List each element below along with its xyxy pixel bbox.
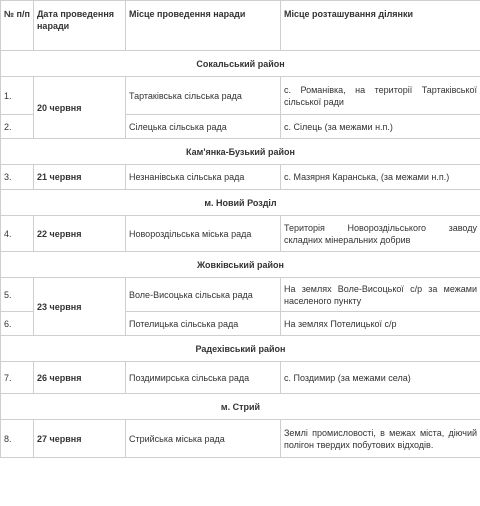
header-site: Місце розташування ділянки — [281, 1, 480, 51]
row-date: 22 червня — [34, 216, 126, 252]
row-num: 6. — [1, 312, 34, 336]
row-site: с. Сілець (за межами н.п.) — [281, 115, 480, 139]
row-site: с. Поздимир (за межами села) — [281, 362, 480, 394]
header-row — [1, 1, 480, 51]
row-num: 1. — [1, 77, 34, 115]
row-num: 4. — [1, 216, 34, 252]
row-site: Територія Новороздільського заводу складних мінеральних добрив — [281, 216, 480, 252]
row-date: 20 червня — [34, 77, 126, 139]
row-num: 8. — [1, 420, 34, 458]
row-date: 27 червня — [34, 420, 126, 458]
row-site: Землі промисловості, в межах міста, діючий полігон твердих побутових відходів. — [281, 420, 480, 458]
row-site: с. Романівка, на території Тартаківської сільської ради — [281, 77, 480, 115]
section-row — [1, 252, 480, 278]
row-place: Тартаківська сільська рада — [126, 77, 281, 115]
row-num: 3. — [1, 165, 34, 190]
section-title: Радехівський район — [1, 336, 480, 362]
table-row — [1, 165, 480, 190]
section-title: Кам'янка-Бузький район — [1, 139, 480, 165]
table-row — [1, 216, 480, 252]
row-site: На землях Потелицької с/р — [281, 312, 480, 336]
section-row — [1, 336, 480, 362]
section-title: м. Стрий — [1, 394, 480, 420]
table-row — [1, 362, 480, 394]
section-title: Сокальський район — [1, 51, 480, 77]
row-place: Новороздільська міська рада — [126, 216, 281, 252]
section-title: м. Новий Розділ — [1, 190, 480, 216]
row-place: Потелицька сільська рада — [126, 312, 281, 336]
header-place: Місце проведення наради — [126, 1, 281, 51]
row-date: 26 червня — [34, 362, 126, 394]
section-row — [1, 394, 480, 420]
row-place: Поздимирська сільська рада — [126, 362, 281, 394]
section-row — [1, 190, 480, 216]
row-num: 5. — [1, 278, 34, 312]
row-num: 2. — [1, 115, 34, 139]
row-date: 21 червня — [34, 165, 126, 190]
table-row — [1, 278, 480, 312]
row-place: Незнанівська сільська рада — [126, 165, 281, 190]
table-row — [1, 420, 480, 458]
header-num: № п/п — [1, 1, 34, 51]
row-site: На землях Воле-Висоцької с/р за межами населеного пункту — [281, 278, 480, 312]
row-num: 7. — [1, 362, 34, 394]
row-place: Стрийська міська рада — [126, 420, 281, 458]
header-date: Дата проведення наради — [34, 1, 126, 51]
table-row — [1, 77, 480, 115]
row-site: с. Мазярня Каранська, (за межами н.п.) — [281, 165, 480, 190]
section-row — [1, 139, 480, 165]
row-date: 23 червня — [34, 278, 126, 336]
row-place: Воле-Висоцька сільська рада — [126, 278, 281, 312]
section-row — [1, 51, 480, 77]
section-title: Жовківський район — [1, 252, 480, 278]
row-place: Сілецька сільська рада — [126, 115, 281, 139]
